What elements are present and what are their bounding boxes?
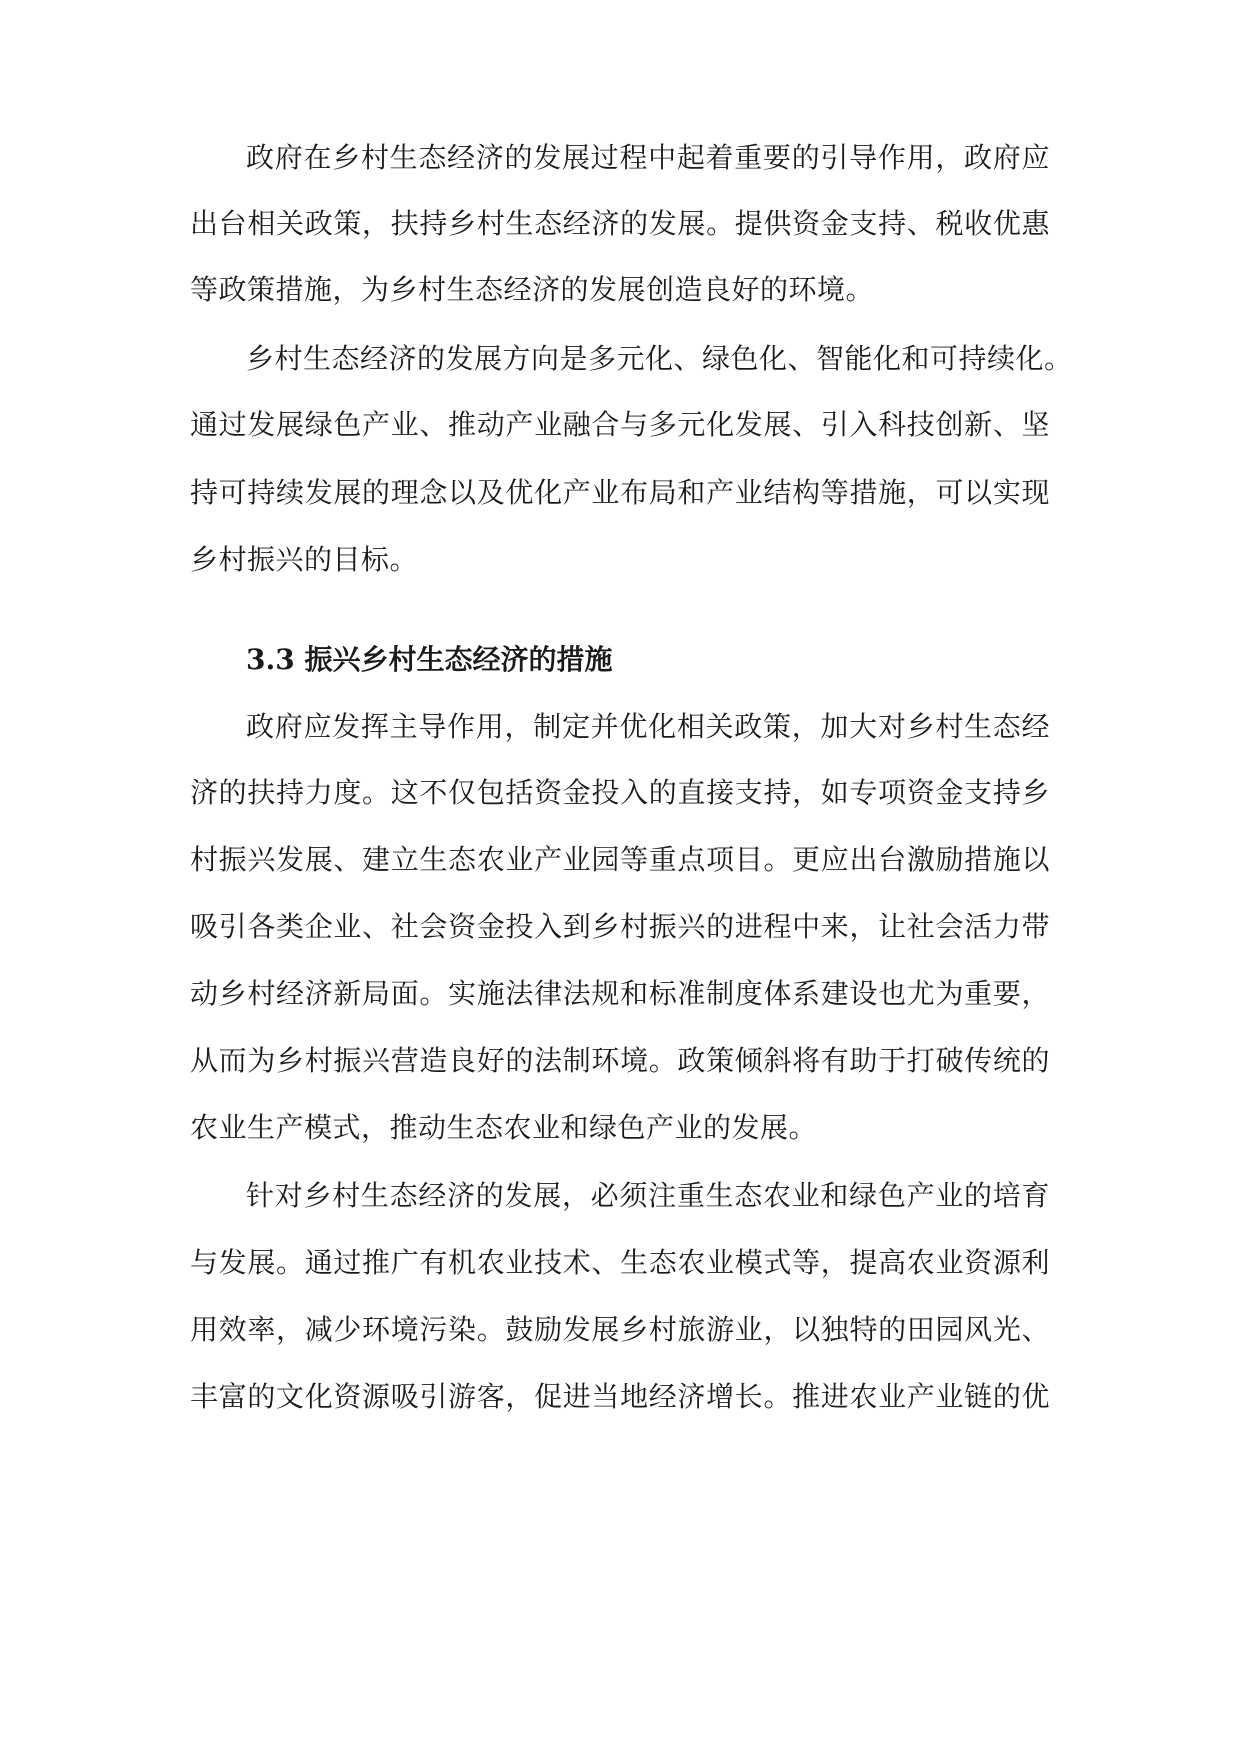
paragraph-2-line-2: 通过发展绿色产业、推动产业融合与多元化发展、引入科技创新、坚 <box>190 408 1050 441</box>
paragraph-2-line-4: 乡村振兴的目标。 <box>190 543 419 576</box>
paragraph-1-line-1: 政府在乡村生态经济的发展过程中起着重要的引导作用，政府应 <box>246 141 1050 174</box>
paragraph-3-line-5: 动乡村经济新局面。实施法律法规和标准制度体系建设也尤为重要， <box>190 977 1050 1010</box>
section-heading: 3.3 振兴乡村生态经济的措施 <box>246 643 613 676</box>
paragraph-4-line-2: 与发展。通过推广有机农业技术、生态农业模式等，提高农业资源利 <box>190 1246 1050 1279</box>
paragraph-3-line-2: 济的扶持力度。这不仅包括资金投入的直接支持，如专项资金支持乡 <box>190 776 1050 809</box>
paragraph-3-line-1: 政府应发挥主导作用，制定并优化相关政策，加大对乡村生态经 <box>246 710 1050 743</box>
paragraph-3-line-4: 吸引各类企业、社会资金投入到乡村振兴的进程中来，让社会活力带 <box>190 910 1050 943</box>
paragraph-1-line-3: 等政策措施，为乡村生态经济的发展创造良好的环境。 <box>190 273 875 306</box>
paragraph-4-line-3: 用效率，减少环境污染。鼓励发展乡村旅游业，以独特的田园风光、 <box>190 1313 1050 1346</box>
paragraph-2-line-3: 持可持续发展的理念以及优化产业布局和产业结构等措施，可以实现 <box>190 476 1050 509</box>
paragraph-2-line-1: 乡村生态经济的发展方向是多元化、绿色化、智能化和可持续化。 <box>246 342 1073 375</box>
paragraph-3-line-7: 农业生产模式，推动生态农业和绿色产业的发展。 <box>190 1111 818 1144</box>
paragraph-4-line-4: 丰富的文化资源吸引游客，促进当地经济增长。推进农业产业链的优 <box>190 1380 1050 1413</box>
paragraph-3-line-6: 从而为乡村振兴营造良好的法制环境。政策倾斜将有助于打破传统的 <box>190 1044 1050 1077</box>
paragraph-4-line-1: 针对乡村生态经济的发展，必须注重生态农业和绿色产业的培育 <box>246 1179 1050 1212</box>
paragraph-3-line-3: 村振兴发展、建立生态农业产业园等重点项目。更应出台激励措施以 <box>190 843 1050 876</box>
paragraph-1-line-2: 出台相关政策，扶持乡村生态经济的发展。提供资金支持、税收优惠 <box>190 207 1050 240</box>
